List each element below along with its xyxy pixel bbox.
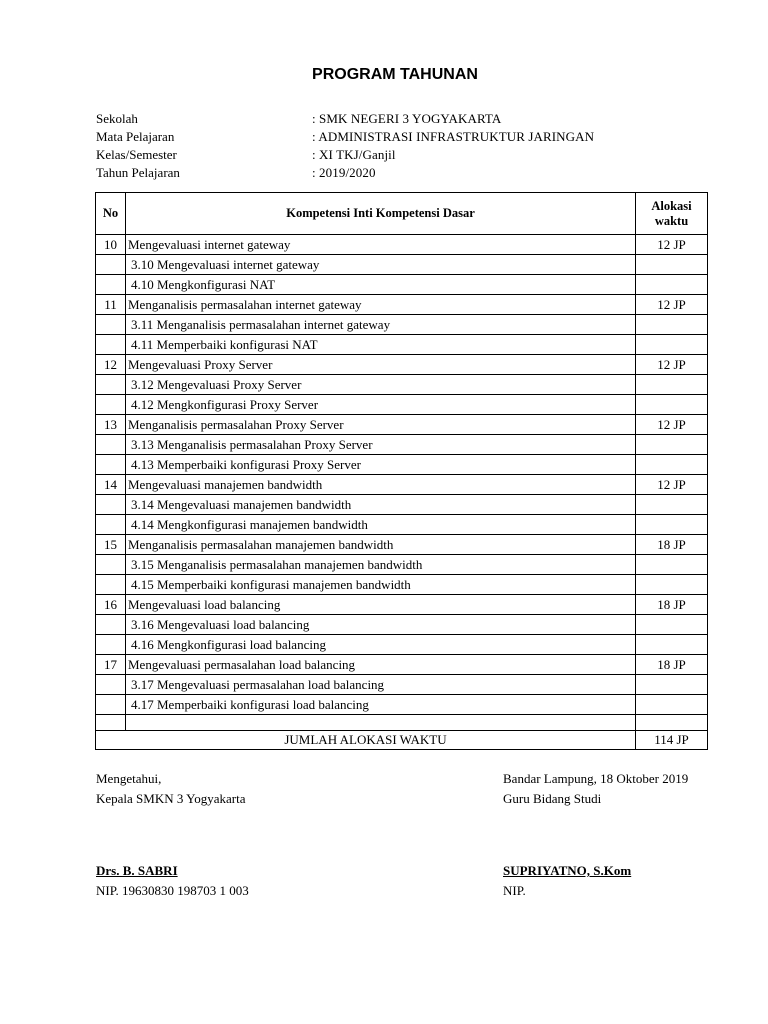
cell-kompetensi: 4.10 Mengkonfigurasi NAT bbox=[126, 275, 636, 295]
sign-left-name: Drs. B. SABRI bbox=[96, 863, 178, 878]
table-row bbox=[96, 595, 708, 615]
cell-no bbox=[96, 615, 126, 635]
cell-kompetensi: 3.11 Menganalisis permasalahan internet gateway bbox=[126, 315, 636, 335]
cell-no: 12 bbox=[96, 355, 126, 375]
cell-kompetensi: 4.14 Mengkonfigurasi manajemen bandwidth bbox=[126, 515, 636, 535]
cell-no bbox=[96, 515, 126, 535]
sign-left-nip: NIP. 19630830 198703 1 003 bbox=[96, 883, 249, 898]
meta-value: : 2019/2020 bbox=[312, 165, 376, 180]
table-body bbox=[96, 235, 708, 750]
table-row bbox=[96, 515, 708, 535]
meta-label: Mata Pelajaran bbox=[96, 129, 175, 144]
cell-no bbox=[96, 335, 126, 355]
cell-kompetensi: 3.15 Menganalisis permasalahan manajemen bandwidth bbox=[126, 555, 636, 575]
cell-kompetensi: Mengevaluasi load balancing bbox=[126, 595, 636, 615]
cell-alokasi bbox=[636, 315, 708, 335]
total-label: JUMLAH ALOKASI WAKTU bbox=[96, 731, 636, 750]
cell-no bbox=[96, 435, 126, 455]
cell-kompetensi: Mengevaluasi internet gateway bbox=[126, 235, 636, 255]
cell-alokasi bbox=[636, 395, 708, 415]
cell-alokasi: 18 JP bbox=[636, 595, 708, 615]
cell-kompetensi: 4.11 Memperbaiki konfigurasi NAT bbox=[126, 335, 636, 355]
cell-alokasi bbox=[636, 515, 708, 535]
meta-value: : ADMINISTRASI INFRASTRUKTUR JARINGAN bbox=[312, 129, 595, 144]
table-row bbox=[96, 335, 708, 355]
sign-left-line1: Mengetahui, bbox=[96, 771, 162, 786]
cell-alokasi bbox=[636, 255, 708, 275]
cell-no bbox=[96, 315, 126, 335]
table-row bbox=[96, 635, 708, 655]
table-row bbox=[96, 495, 708, 515]
table-row bbox=[96, 355, 708, 375]
cell-no bbox=[96, 455, 126, 475]
table-row bbox=[96, 375, 708, 395]
signature-space bbox=[96, 809, 249, 861]
meta-row-tahun-pelajaran bbox=[96, 164, 594, 182]
header-alokasi bbox=[636, 193, 708, 235]
cell-alokasi: 12 JP bbox=[636, 235, 708, 255]
total-value: 114 JP bbox=[636, 731, 708, 750]
cell-alokasi bbox=[636, 375, 708, 395]
table-row bbox=[96, 715, 708, 731]
cell-alokasi: 12 JP bbox=[636, 475, 708, 495]
meta-label: Kelas/Semester bbox=[96, 147, 177, 162]
table-row bbox=[96, 415, 708, 435]
table-row bbox=[96, 435, 708, 455]
cell-kompetensi bbox=[126, 715, 636, 731]
cell-alokasi bbox=[636, 275, 708, 295]
table-row bbox=[96, 295, 708, 315]
cell-no bbox=[96, 555, 126, 575]
meta-label: Tahun Pelajaran bbox=[96, 165, 180, 180]
table-row bbox=[96, 395, 708, 415]
sign-right-nip: NIP. bbox=[503, 883, 526, 898]
table-total-row bbox=[96, 731, 708, 750]
cell-alokasi bbox=[636, 695, 708, 715]
cell-alokasi bbox=[636, 575, 708, 595]
cell-kompetensi: 4.17 Memperbaiki konfigurasi load balancing bbox=[126, 695, 636, 715]
table-row bbox=[96, 655, 708, 675]
cell-kompetensi: 3.12 Mengevaluasi Proxy Server bbox=[126, 375, 636, 395]
table-row bbox=[96, 315, 708, 335]
table-row bbox=[96, 575, 708, 595]
table-row bbox=[96, 275, 708, 295]
cell-alokasi: 12 JP bbox=[636, 295, 708, 315]
header-kompetensi: Kompetensi Inti Kompetensi Dasar bbox=[126, 193, 636, 235]
cell-kompetensi: 3.16 Mengevaluasi load balancing bbox=[126, 615, 636, 635]
cell-alokasi: 18 JP bbox=[636, 535, 708, 555]
signature-space bbox=[503, 809, 688, 861]
cell-kompetensi: 3.13 Menganalisis permasalahan Proxy Server bbox=[126, 435, 636, 455]
cell-kompetensi: 4.16 Mengkonfigurasi load balancing bbox=[126, 635, 636, 655]
cell-no: 13 bbox=[96, 415, 126, 435]
table-row bbox=[96, 535, 708, 555]
table-row bbox=[96, 235, 708, 255]
table-row bbox=[96, 455, 708, 475]
cell-no: 17 bbox=[96, 655, 126, 675]
cell-no bbox=[96, 635, 126, 655]
cell-kompetensi: 4.12 Mengkonfigurasi Proxy Server bbox=[126, 395, 636, 415]
sign-right-line2: Guru Bidang Studi bbox=[503, 791, 602, 806]
cell-alokasi bbox=[636, 455, 708, 475]
signature-right bbox=[503, 769, 688, 901]
table-header-row bbox=[96, 193, 708, 235]
cell-alokasi bbox=[636, 555, 708, 575]
cell-alokasi bbox=[636, 435, 708, 455]
cell-kompetensi: Mengevaluasi manajemen bandwidth bbox=[126, 475, 636, 495]
cell-kompetensi: Mengevaluasi Proxy Server bbox=[126, 355, 636, 375]
sign-right-name: SUPRIYATNO, S.Kom bbox=[503, 863, 632, 878]
cell-no: 15 bbox=[96, 535, 126, 555]
page-title: PROGRAM TAHUNAN bbox=[312, 66, 478, 83]
table-row bbox=[96, 255, 708, 275]
cell-alokasi bbox=[636, 635, 708, 655]
cell-no: 11 bbox=[96, 295, 126, 315]
cell-kompetensi: Mengevaluasi permasalahan load balancing bbox=[126, 655, 636, 675]
table-row bbox=[96, 675, 708, 695]
sign-right-line1: Bandar Lampung, 18 Oktober 2019 bbox=[503, 771, 689, 786]
table-row bbox=[96, 615, 708, 635]
cell-no bbox=[96, 495, 126, 515]
cell-no: 16 bbox=[96, 595, 126, 615]
cell-no bbox=[96, 375, 126, 395]
meta-row-mata-pelajaran bbox=[96, 128, 594, 146]
cell-no bbox=[96, 575, 126, 595]
header-alokasi-label: Alokasi waktu bbox=[651, 198, 692, 228]
cell-kompetensi: 4.13 Memperbaiki konfigurasi Proxy Server bbox=[126, 455, 636, 475]
cell-kompetensi: Menganalisis permasalahan manajemen bandwidth bbox=[126, 535, 636, 555]
cell-no: 14 bbox=[96, 475, 126, 495]
table-row bbox=[96, 475, 708, 495]
cell-alokasi bbox=[636, 615, 708, 635]
header-no: No bbox=[96, 193, 126, 235]
meta-value: : SMK NEGERI 3 YOGYAKARTA bbox=[312, 111, 502, 126]
table-row bbox=[96, 555, 708, 575]
cell-no bbox=[96, 695, 126, 715]
cell-kompetensi: 3.17 Mengevaluasi permasalahan load balancing bbox=[126, 675, 636, 695]
cell-alokasi: 18 JP bbox=[636, 655, 708, 675]
cell-alokasi bbox=[636, 335, 708, 355]
document-meta bbox=[96, 110, 594, 182]
cell-no bbox=[96, 715, 126, 731]
meta-row-sekolah bbox=[96, 110, 594, 128]
cell-kompetensi: Menganalisis permasalahan internet gateway bbox=[126, 295, 636, 315]
meta-row-kelas-semester bbox=[96, 146, 594, 164]
cell-alokasi: 12 JP bbox=[636, 355, 708, 375]
sign-left-line2: Kepala SMKN 3 Yogyakarta bbox=[96, 791, 246, 806]
cell-kompetensi: 3.10 Mengevaluasi internet gateway bbox=[126, 255, 636, 275]
table-row bbox=[96, 695, 708, 715]
meta-label: Sekolah bbox=[96, 111, 138, 126]
cell-no bbox=[96, 255, 126, 275]
cell-kompetensi: 3.14 Mengevaluasi manajemen bandwidth bbox=[126, 495, 636, 515]
kompetensi-table bbox=[95, 192, 708, 750]
meta-value: : XI TKJ/Ganjil bbox=[312, 147, 396, 162]
cell-kompetensi: Menganalisis permasalahan Proxy Server bbox=[126, 415, 636, 435]
cell-alokasi: 12 JP bbox=[636, 415, 708, 435]
cell-no: 10 bbox=[96, 235, 126, 255]
cell-no bbox=[96, 395, 126, 415]
cell-no bbox=[96, 675, 126, 695]
cell-kompetensi: 4.15 Memperbaiki konfigurasi manajemen bandwidth bbox=[126, 575, 636, 595]
cell-alokasi bbox=[636, 675, 708, 695]
cell-no bbox=[96, 275, 126, 295]
signature-left bbox=[96, 769, 249, 901]
cell-alokasi bbox=[636, 715, 708, 731]
cell-alokasi bbox=[636, 495, 708, 515]
